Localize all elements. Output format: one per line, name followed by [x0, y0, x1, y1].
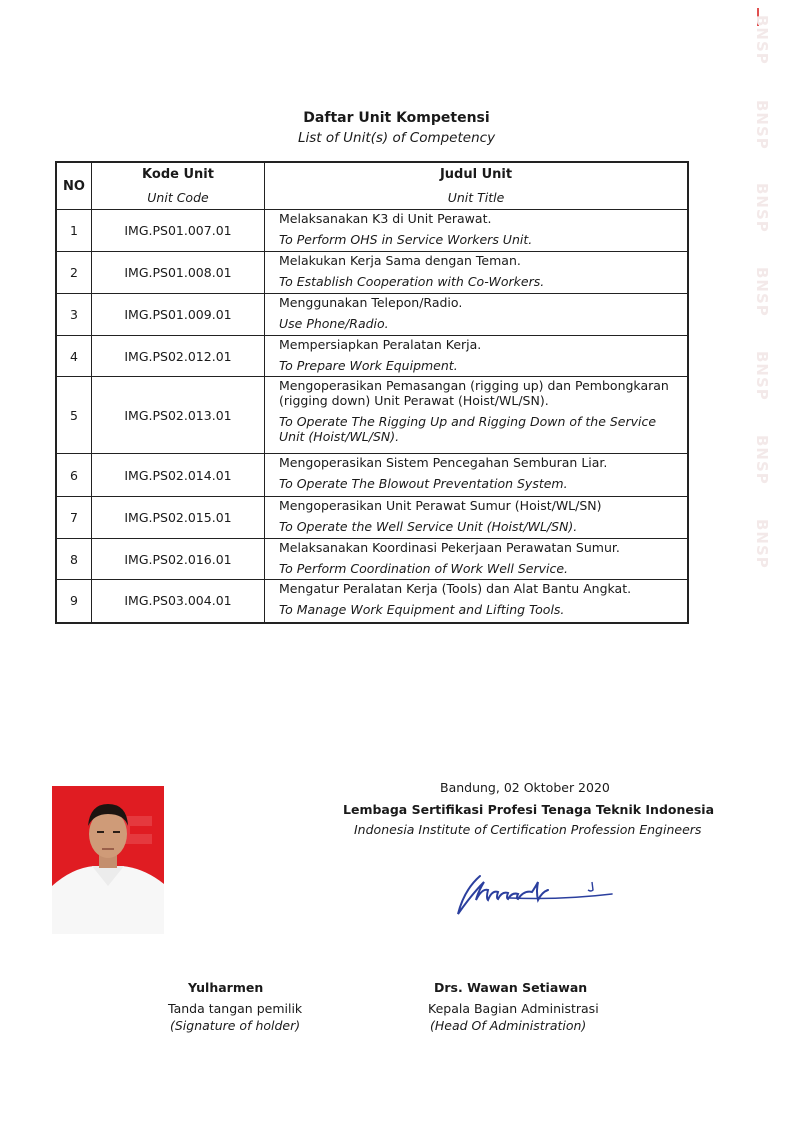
official-title-en: (Head Of Administration): [430, 1018, 587, 1033]
unit-title: [265, 336, 689, 377]
row-number: 8: [56, 539, 92, 580]
unit-title-en: To Perform Coordination of Work Well Service.: [279, 561, 569, 576]
unit-title-id: Mengoperasikan Sistem Pencegahan Semburan Liar.: [279, 455, 608, 470]
unit-title: [265, 580, 689, 623]
row-number: 6: [56, 454, 92, 497]
row-number: 9: [56, 580, 92, 623]
page-subtitle: List of Unit(s) of Competency: [297, 130, 496, 146]
column-header-no: NO: [56, 162, 92, 210]
unit-title-en: To Prepare Work Equipment.: [279, 358, 458, 373]
row-number: 1: [56, 210, 92, 252]
official-name: Drs. Wawan Setiawan: [434, 980, 588, 995]
table-header-row: [56, 162, 688, 210]
page-title: Daftar Unit Kompetensi: [303, 110, 490, 126]
row-number: 4: [56, 336, 92, 377]
unit-title-id: Mempersiapkan Peralatan Kerja.: [279, 337, 482, 352]
unit-code: IMG.PS01.009.01: [92, 294, 265, 336]
unit-code: IMG.PS02.013.01: [92, 377, 265, 454]
unit-title-en: To Establish Cooperation with Co-Workers.: [279, 274, 545, 289]
table-row: [56, 539, 688, 580]
unit-title: [265, 252, 689, 294]
unit-title-en: To Manage Work Equipment and Lifting Tools.: [279, 602, 565, 617]
holder-photo: [52, 786, 164, 934]
table-row: [56, 454, 688, 497]
table-row: [56, 377, 688, 454]
column-header-title-label-en: Unit Title: [447, 190, 505, 205]
unit-code: IMG.PS02.014.01: [92, 454, 265, 497]
unit-title-en: Use Phone/Radio.: [279, 316, 389, 331]
watermark-text: BNSP: [753, 183, 771, 233]
unit-code: IMG.PS02.015.01: [92, 497, 265, 539]
unit-title-en: To Operate The Rigging Up and Rigging Down of the Service Unit (Hoist/WL/SN).: [279, 414, 657, 444]
unit-title-id: Mengoperasikan Unit Perawat Sumur (Hoist/WL/SN): [279, 498, 602, 513]
official-title: Kepala Bagian Administrasi: [428, 1001, 599, 1016]
table-row: [56, 336, 688, 377]
row-number: 2: [56, 252, 92, 294]
unit-code: IMG.PS01.007.01: [92, 210, 265, 252]
unit-title-en: To Perform OHS in Service Workers Unit.: [279, 232, 533, 247]
institution-name-en: Indonesia Institute of Certification Profession Engineers: [354, 822, 702, 837]
holder-signature-label-en: (Signature of holder): [170, 1018, 301, 1033]
holder-photo-image: [52, 786, 164, 934]
unit-title-id: Menggunakan Telepon/Radio.: [279, 295, 463, 310]
row-number: 7: [56, 497, 92, 539]
institution-name: Lembaga Sertifikasi Profesi Tenaga Teknik Indonesia: [343, 802, 715, 817]
watermark-text: BNSP: [753, 351, 771, 401]
place-date: Bandung, 02 Oktober 2020: [440, 780, 610, 795]
watermark-text: BNSP: [753, 435, 771, 485]
table-row: [56, 210, 688, 252]
table-row: [56, 497, 688, 539]
unit-title-en: To Operate The Blowout Preventation System.: [279, 476, 568, 491]
column-header-title: [265, 162, 689, 210]
table-row: [56, 294, 688, 336]
column-header-title-label: Judul Unit: [439, 167, 513, 182]
row-number: 3: [56, 294, 92, 336]
unit-code: IMG.PS01.008.01: [92, 252, 265, 294]
unit-title-id: Melaksanakan K3 di Unit Perawat.: [279, 211, 492, 226]
unit-title: [265, 377, 689, 454]
unit-code: IMG.PS02.016.01: [92, 539, 265, 580]
watermark-text: BNSP: [753, 519, 771, 569]
unit-title: [265, 539, 689, 580]
unit-title-en: To Operate the Well Service Unit (Hoist/WL/SN).: [279, 519, 578, 534]
competency-table: [55, 161, 689, 624]
unit-title-id: Mengatur Peralatan Kerja (Tools) dan Alat Bantu Angkat.: [279, 581, 632, 596]
watermark-text: BNSP: [753, 267, 771, 317]
table-row: [56, 580, 688, 623]
unit-title: [265, 294, 689, 336]
unit-title: [265, 210, 689, 252]
signature-image: [452, 868, 622, 923]
unit-title-id: Melaksanakan Koordinasi Pekerjaan Perawatan Sumur.: [279, 540, 620, 555]
unit-title-id: Melakukan Kerja Sama dengan Teman.: [279, 253, 521, 268]
unit-title: [265, 454, 689, 497]
official-signature: [452, 868, 622, 927]
unit-title-id: Mengoperasikan Pemasangan (rigging up) dan Pembongkaran (rigging down) Unit Perawat (Hoist/WL/SN).: [279, 378, 669, 408]
unit-code: IMG.PS02.012.01: [92, 336, 265, 377]
column-header-code-label: Kode Unit: [142, 167, 214, 182]
table-row: [56, 252, 688, 294]
watermark-text: BNSP: [753, 15, 771, 65]
row-number: 5: [56, 377, 92, 454]
unit-title: [265, 497, 689, 539]
holder-name: Yulharmen: [188, 980, 264, 995]
unit-code: IMG.PS03.004.01: [92, 580, 265, 623]
column-header-code: [92, 162, 265, 210]
watermark-text: BNSP: [753, 100, 771, 150]
holder-signature-label: Tanda tangan pemilik: [168, 1001, 303, 1016]
column-header-code-label-en: Unit Code: [147, 190, 209, 205]
